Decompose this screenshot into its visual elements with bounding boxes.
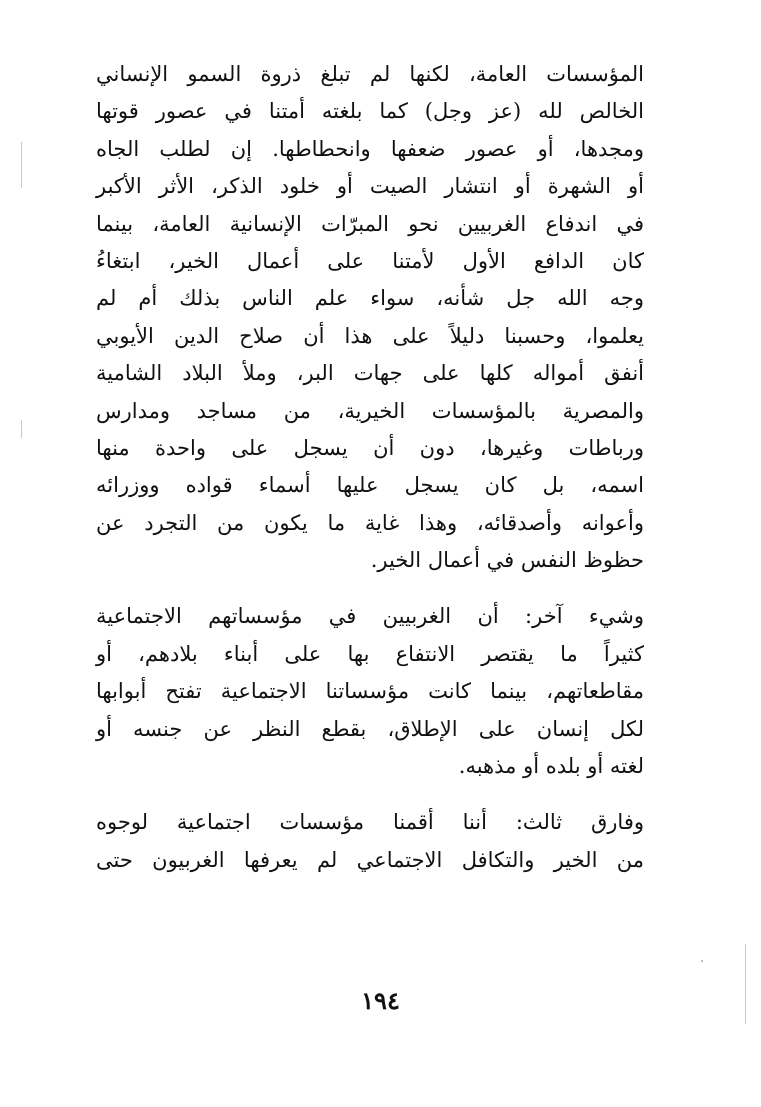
text-line: كان الدافع الأول لأمتنا على أعمال الخير، ابتغاءُ <box>96 248 644 273</box>
text-line: وفارق ثالث: أننا أقمنا مؤسسات اجتماعية لوجوه <box>96 810 644 835</box>
paragraph-3 <box>96 804 644 879</box>
text-line: وأعوانه وأصدقائه، وهذا غاية ما يكون من التجرد عن <box>96 510 644 535</box>
text-line: حظوظ النفس في أعمال الخير. <box>370 548 644 573</box>
scan-edge-mark <box>21 142 22 188</box>
text-line: اسمه، بل كان يسجل عليها أسماء قواده ووزرائه <box>96 473 644 498</box>
text-line: يعلموا، وحسبنا دليلاً على هذا أن صلاح الدين الأيوبي <box>96 323 644 348</box>
scan-edge-mark <box>21 420 22 438</box>
text-line: من الخير والتكافل الاجتماعي لم يعرفها الغربيون حتى <box>96 847 644 872</box>
text-line: ورباطات وغيرها، دون أن يسجل على واحدة منها <box>96 435 644 460</box>
text-line: كثيراً ما يقتصر الانتفاع بها على أبناء بلادهم، أو <box>96 641 644 666</box>
text-line: المؤسسات العامة، لكنها لم تبلغ ذروة السمو الإنساني <box>96 62 644 86</box>
text-line: أو الشهرة أو انتشار الصيت أو خلود الذكر، الأثر الأكبر <box>96 174 644 199</box>
text-line: ومجدها، أو عصور ضعفها وانحطاطها. إن لطلب الجاه <box>96 136 644 161</box>
text-line: أنفق أمواله كلها على جهات البر، وملأ البلاد الشامية <box>96 361 644 386</box>
text-line: مقاطعاتهم، بينما كانت مؤسساتنا الاجتماعية تفتح أبوابها <box>96 679 644 704</box>
paragraph-gap <box>96 579 644 598</box>
paragraph-1 <box>96 56 644 579</box>
text-line: وجه الله جل شأنه، سواء علم الناس بذلك أم لم <box>96 286 644 311</box>
text-line: لكل إنسان على الإطلاق، بقطع النظر عن جنسه أو <box>96 716 644 741</box>
paragraph-gap <box>96 785 644 804</box>
body-text <box>96 56 644 879</box>
text-line: في اندفاع الغربيين نحو المبرّات الإنسانية العامة، بينما <box>96 211 644 236</box>
text-line: لغته أو بلده أو مذهبه. <box>458 754 644 779</box>
text-line: والمصرية بالمؤسسات الخيرية، من مساجد ومدارس <box>96 398 644 423</box>
scan-speck <box>701 960 703 962</box>
page-number: ١٩٤ <box>361 986 400 1015</box>
paragraph-2 <box>96 598 644 785</box>
text-line: وشيء آخر: أن الغربيين في مؤسساتهم الاجتماعية <box>96 604 644 629</box>
text-line: الخالص لله (عز وجل) كما بلغته أمتنا في عصور قوتها <box>96 99 644 124</box>
